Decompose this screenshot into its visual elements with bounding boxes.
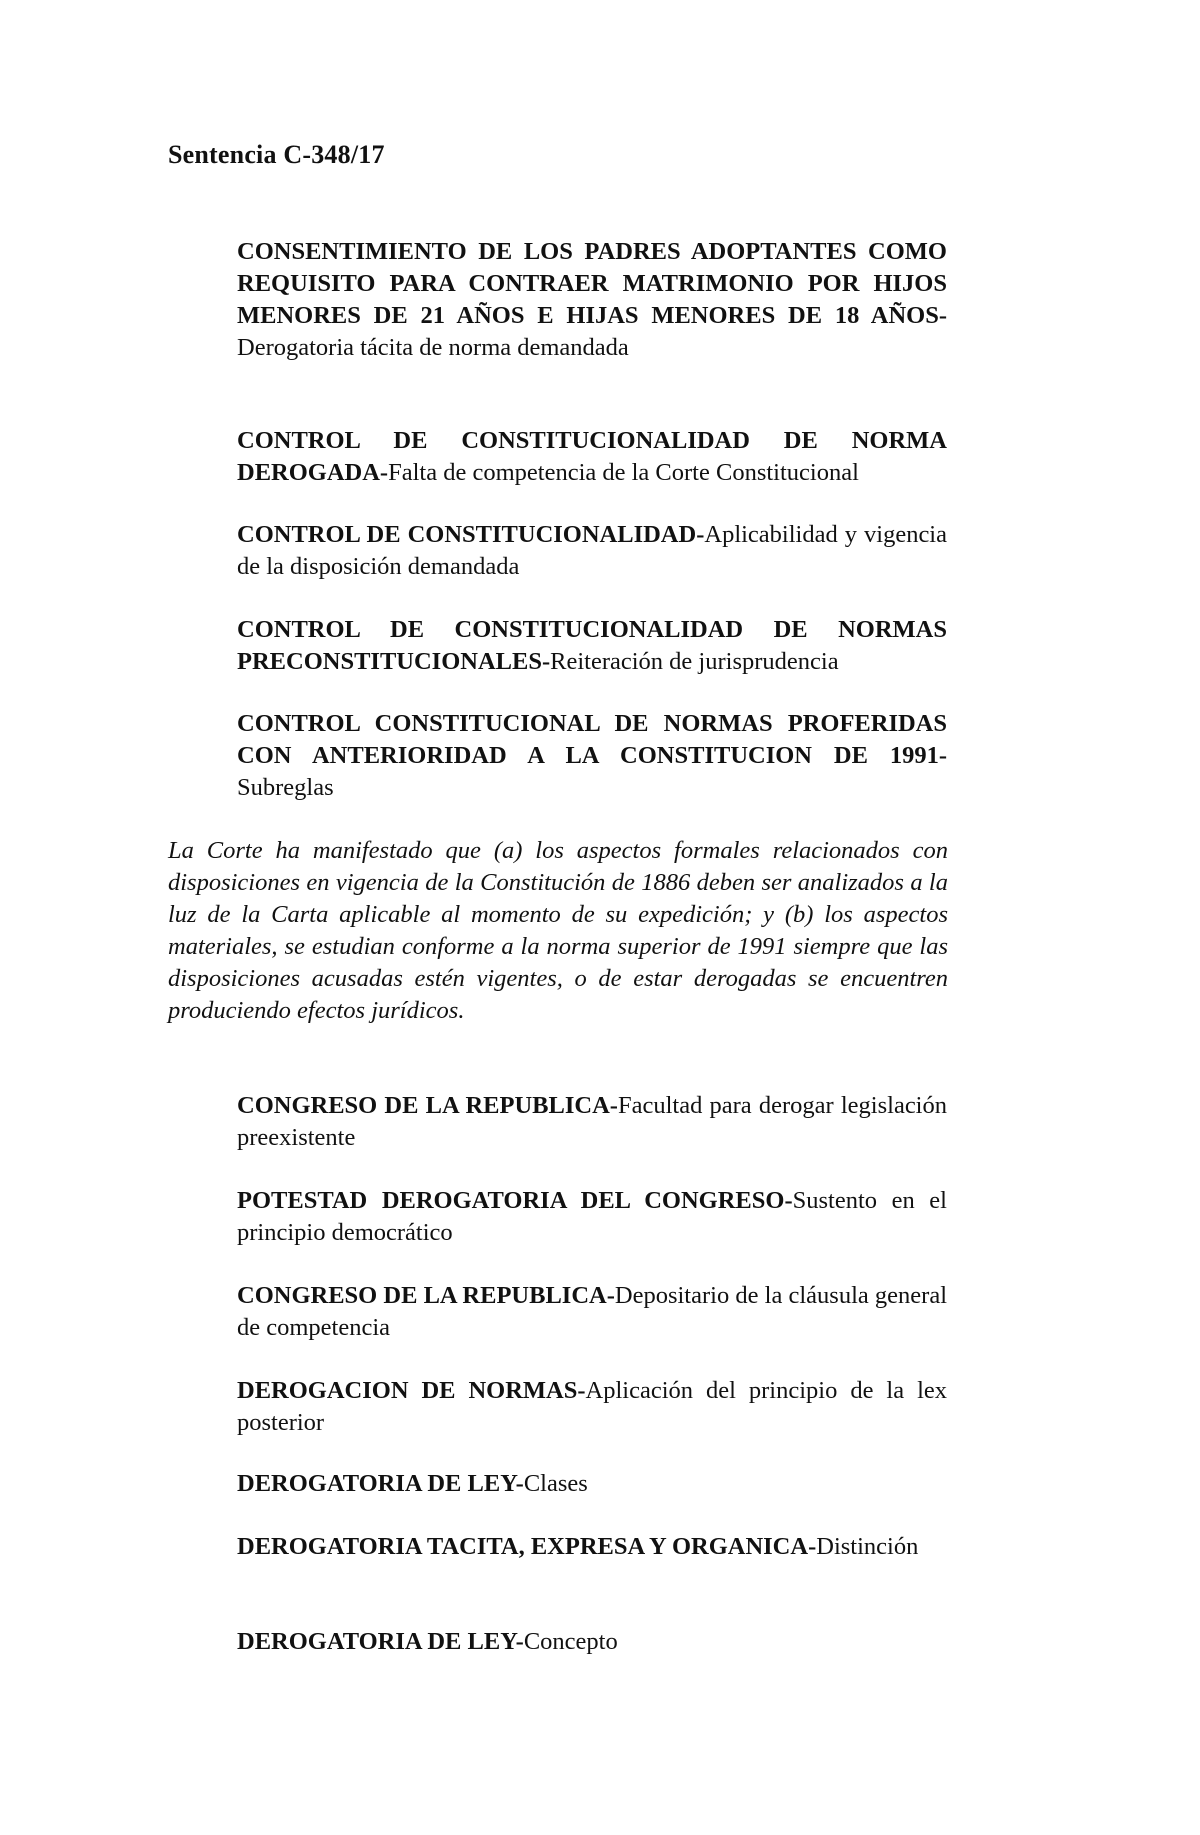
descriptor-subtitle: Sustento en el principio democrático bbox=[237, 1187, 947, 1246]
descriptor-subtitle: Aplicación del principio de la lex posterior bbox=[237, 1377, 947, 1436]
separator: - bbox=[938, 302, 947, 329]
descriptor-block bbox=[237, 519, 947, 583]
descriptor-block bbox=[237, 1531, 947, 1563]
summary-quote: La Corte ha manifestado que (a) los aspectos formales relacionados con disposiciones en vigencia de la Constitución de 1886 deben ser analizados a la luz de la Carta aplicable al momento de su expedición; y (b) los aspectos materiales, se estudian conforme a la norma superior de 1991 siempre que las disposiciones acusadas estén vigentes, o de estar derogadas se encuentren produciendo efectos jurídicos. bbox=[168, 837, 948, 1024]
descriptor-block bbox=[237, 1375, 947, 1439]
descriptor-block bbox=[237, 1626, 947, 1658]
descriptor-heading: CONSENTIMIENTO DE LOS PADRES ADOPTANTES COMO REQUISITO PARA CONTRAER MATRIMONIO POR HIJOS MENORES DE 21 AÑOS E HIJAS MENORES DE 18 AÑOS bbox=[237, 238, 947, 329]
descriptor-subtitle: Concepto bbox=[523, 1628, 618, 1655]
descriptor-heading: CONGRESO DE LA REPUBLICA bbox=[237, 1282, 607, 1309]
separator: - bbox=[938, 742, 947, 769]
separator: - bbox=[808, 1533, 817, 1560]
separator: - bbox=[379, 459, 389, 486]
separator: - bbox=[515, 1628, 524, 1655]
descriptor-subtitle: Derogatoria tácita de norma demandada bbox=[237, 334, 629, 361]
descriptor-subtitle: Aplicabilidad y vigencia de la disposición demandada bbox=[237, 521, 947, 580]
descriptor-block bbox=[237, 1468, 947, 1500]
descriptor-heading: DEROGATORIA TACITA, EXPRESA Y ORGANICA bbox=[237, 1533, 809, 1560]
descriptor-subtitle: Subreglas bbox=[237, 774, 334, 801]
ruling-title: Sentencia C-348/17 bbox=[168, 140, 385, 169]
descriptor-heading: DEROGATORIA DE LEY bbox=[237, 1470, 516, 1497]
descriptor-heading: CONTROL DE CONSTITUCIONALIDAD bbox=[237, 521, 697, 548]
descriptor-block bbox=[237, 708, 947, 804]
descriptor-heading: CONTROL DE CONSTITUCIONALIDAD DE NORMAS PRECONSTITUCIONALES bbox=[237, 616, 947, 675]
descriptor-block bbox=[237, 1090, 947, 1154]
descriptor-block bbox=[237, 1185, 947, 1249]
descriptor-heading: DEROGACION DE NORMAS bbox=[237, 1377, 578, 1404]
separator: - bbox=[515, 1470, 524, 1497]
separator: - bbox=[577, 1377, 586, 1404]
descriptor-subtitle: Falta de competencia de la Corte Constitucional bbox=[388, 459, 859, 486]
descriptor-heading: CONTROL CONSTITUCIONAL DE NORMAS PROFERIDAS CON ANTERIORIDAD A LA CONSTITUCION DE 1991 bbox=[237, 710, 947, 769]
descriptor-subtitle: Facultad para derogar legislación preexistente bbox=[237, 1092, 947, 1151]
separator: - bbox=[609, 1092, 618, 1119]
descriptor-subtitle: Distinción bbox=[816, 1533, 919, 1560]
descriptor-block bbox=[237, 425, 947, 489]
descriptor-subtitle: Depositario de la cláusula general de competencia bbox=[237, 1282, 947, 1341]
descriptor-block bbox=[237, 236, 947, 364]
descriptor-heading: CONTROL DE CONSTITUCIONALIDAD DE NORMA DEROGADA bbox=[237, 427, 947, 486]
descriptor-heading: POTESTAD DEROGATORIA DEL CONGRESO bbox=[237, 1187, 785, 1214]
separator: - bbox=[606, 1282, 615, 1309]
separator: - bbox=[696, 521, 705, 548]
separator: - bbox=[784, 1187, 793, 1214]
descriptor-heading: CONGRESO DE LA REPUBLICA bbox=[237, 1092, 610, 1119]
descriptor-subtitle: Clases bbox=[523, 1470, 588, 1497]
descriptor-block bbox=[237, 1280, 947, 1344]
separator: - bbox=[541, 648, 551, 675]
descriptor-subtitle: Reiteración de jurisprudencia bbox=[550, 648, 839, 675]
descriptor-heading: DEROGATORIA DE LEY bbox=[237, 1628, 516, 1655]
descriptor-block bbox=[237, 614, 947, 678]
